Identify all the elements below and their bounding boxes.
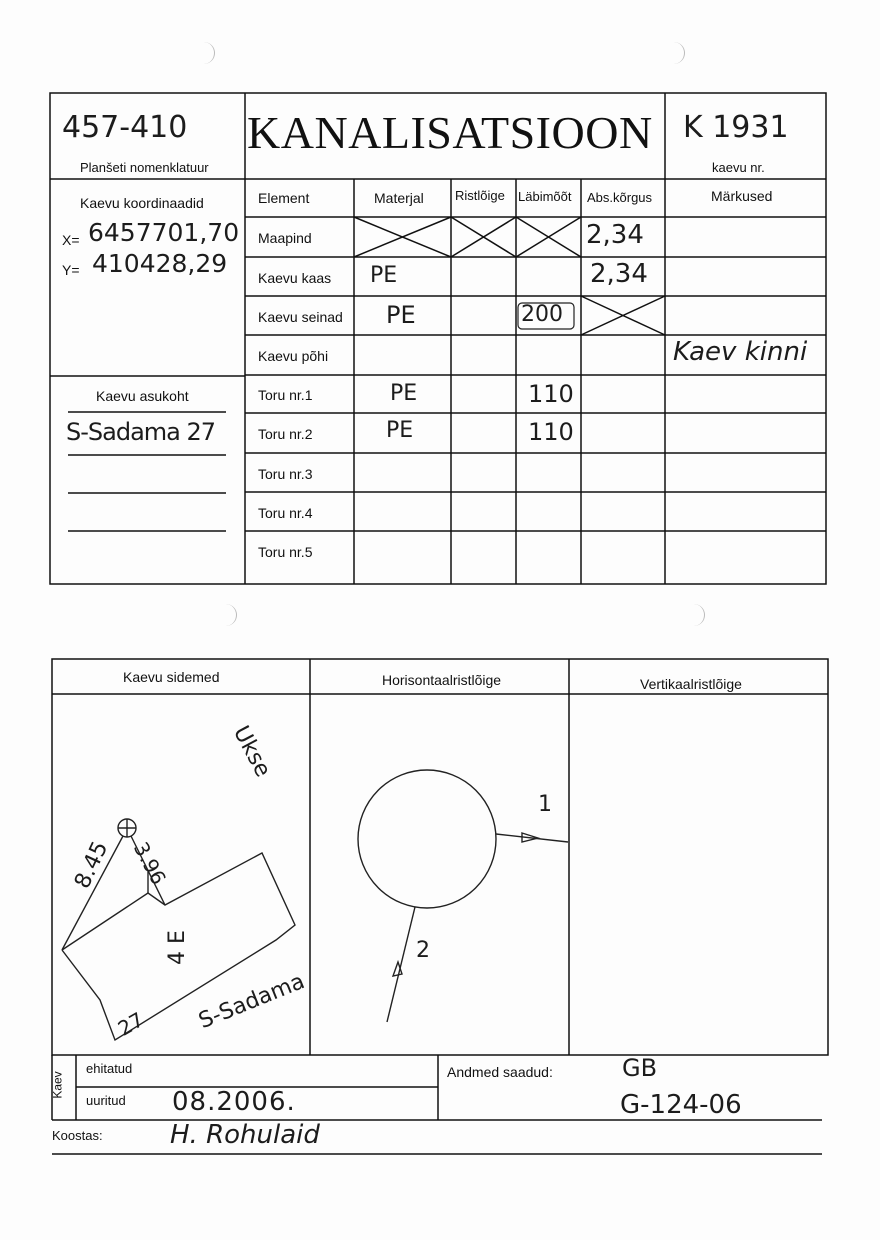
row-element-label: Kaevu kaas xyxy=(258,270,332,286)
cell-labimoot: 200 xyxy=(521,302,563,327)
row-element-label: Toru nr.2 xyxy=(258,426,313,442)
coordinate-y-value: 410428,29 xyxy=(92,249,228,278)
author-label: Koostas: xyxy=(52,1128,103,1143)
well-number-value: K 1931 xyxy=(683,110,789,145)
header-materjal: Materjal xyxy=(374,190,424,206)
row-element-label: Toru nr.3 xyxy=(258,466,313,482)
built-label: ehitatud xyxy=(86,1061,133,1076)
row-element-label: Toru nr.1 xyxy=(258,387,313,403)
header-ristloige: Ristlõige xyxy=(455,188,505,203)
kaev-label: Kaev xyxy=(50,1071,65,1099)
header-abs-korgus: Abs.kõrgus xyxy=(587,190,653,205)
cell-materjal: PE xyxy=(370,263,398,288)
sketch-drawing xyxy=(62,770,568,1040)
author-value: H. Rohulaid xyxy=(170,1120,320,1150)
header-labimoot: Läbimõõt xyxy=(518,189,572,204)
section-horizontal-title: Horisontaalristlõige xyxy=(382,672,502,688)
sketch-distance-right: 3.96 xyxy=(128,838,171,889)
row-element-label: Kaevu põhi xyxy=(258,348,329,364)
cell-materjal: PE xyxy=(390,381,418,406)
pipe-2-label: 2 xyxy=(416,938,430,963)
row-element-label: Toru nr.4 xyxy=(258,505,313,521)
coordinate-x-prefix: X= xyxy=(62,232,80,248)
pipe-1-label: 1 xyxy=(538,792,552,817)
well-number-label: kaevu nr. xyxy=(712,160,765,175)
data-source-value: GB xyxy=(622,1054,658,1082)
sketch-street-name: S-Sadama xyxy=(195,969,309,1035)
sketch-note: Ukse xyxy=(227,722,276,782)
location-label: Kaevu asukoht xyxy=(96,388,189,404)
coordinate-y-prefix: Y= xyxy=(62,262,80,278)
coordinates-label: Kaevu koordinaadid xyxy=(80,195,204,211)
row-element-label: Toru nr.5 xyxy=(258,544,313,560)
surveyed-label: uuritud xyxy=(86,1093,126,1108)
location-value: S-Sadama 27 xyxy=(66,418,216,446)
cell-materjal: PE xyxy=(386,301,416,329)
cell-labimoot: 110 xyxy=(528,380,574,408)
nomenclature-label: Planšeti nomenklatuur xyxy=(80,160,209,175)
sketch-house-number: 27 xyxy=(113,1007,148,1041)
cell-markused: Kaev kinni xyxy=(673,337,808,367)
row-element-label: Kaevu seinad xyxy=(258,309,343,325)
form-title: KANALISATSIOON xyxy=(247,107,653,158)
cell-abs-korgus: 2,34 xyxy=(590,259,648,289)
row-element-label: Maapind xyxy=(258,230,312,246)
cell-abs-korgus: 2,34 xyxy=(586,220,644,250)
sketch-building-label: 4 E xyxy=(164,930,190,965)
data-source-label: Andmed saadud: xyxy=(447,1064,553,1080)
header-markused: Märkused xyxy=(711,188,773,204)
header-element: Element xyxy=(258,190,310,206)
cell-labimoot: 110 xyxy=(528,418,574,446)
surveyed-value: 08.2006. xyxy=(172,1087,296,1117)
section-ties-title: Kaevu sidemed xyxy=(123,669,220,685)
cell-materjal: PE xyxy=(386,418,414,443)
data-source-reference: G-124-06 xyxy=(620,1090,742,1120)
sketch-distance-left: 8.45 xyxy=(70,837,114,893)
nomenclature-value: 457-410 xyxy=(62,110,188,145)
coordinate-x-value: 6457701,70 xyxy=(88,218,240,247)
section-vertical-title: Vertikaalristlõige xyxy=(640,676,742,692)
